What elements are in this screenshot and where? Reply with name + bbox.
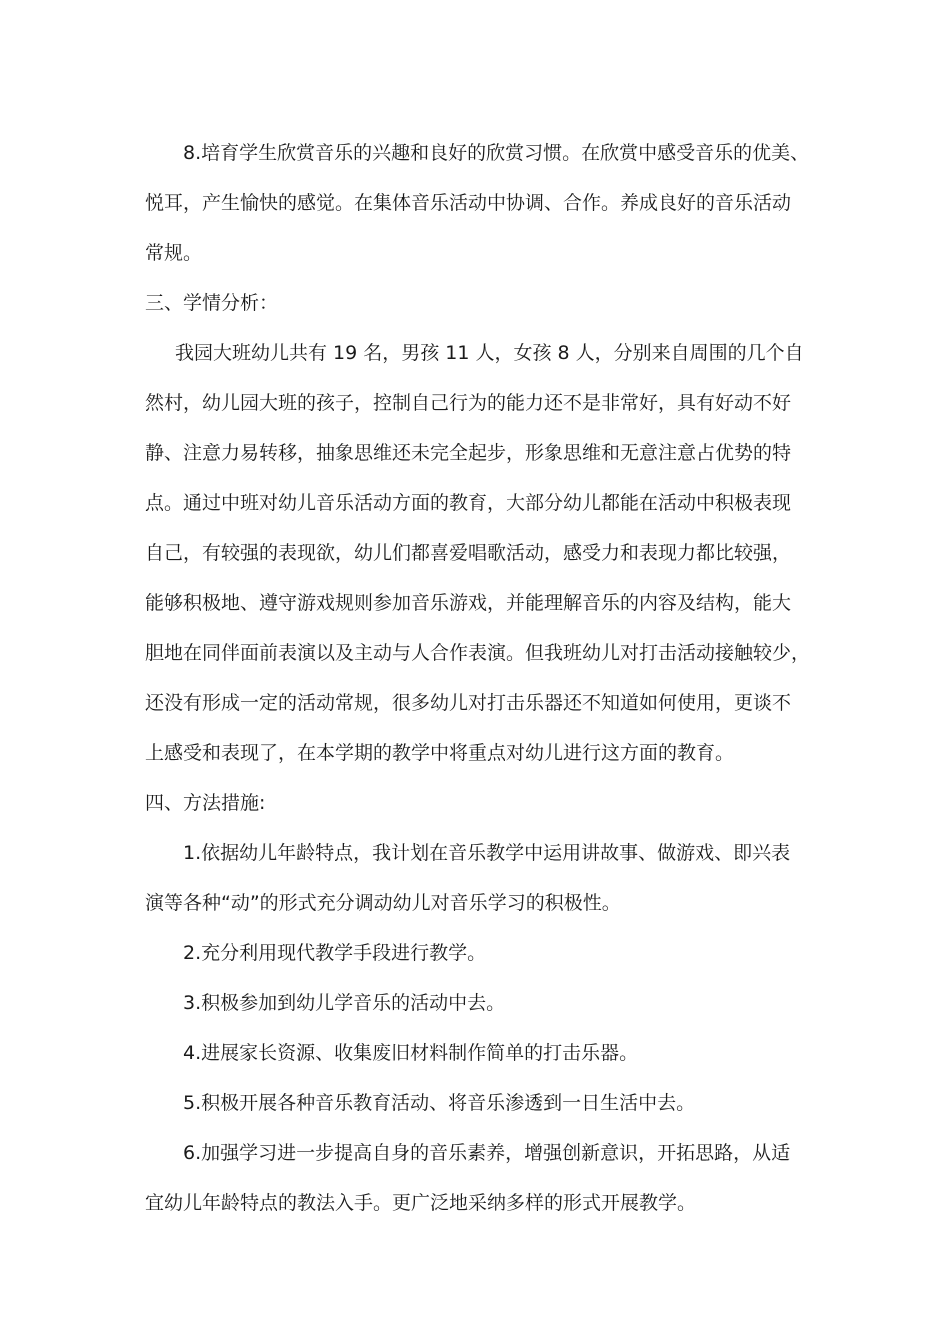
paragraph-line: 点。通过中班对幼儿音乐活动方面的教育，大部分幼儿都能在活动中积极表现 (145, 492, 792, 514)
list-item-line: 宜幼儿年龄特点的教法入手。更广泛地采纳多样的形式开展教学。 (145, 1192, 697, 1214)
list-item-line: 6.加强学习进一步提高自身的音乐素养，增强创新意识，开拓思路，从适 (183, 1142, 791, 1164)
paragraph-line: 还没有形成一定的活动常规，很多幼儿对打击乐器还不知道如何使用，更谈不 (145, 692, 792, 714)
paragraph-line: 自己，有较强的表现欲，幼儿们都喜爱唱歌活动，感受力和表现力都比较强， (145, 542, 792, 564)
list-item-line: 3.积极参加到幼儿学音乐的活动中去。 (183, 992, 506, 1014)
paragraph-line: 我园大班幼儿共有 19 名，男孩 11 人，女孩 8 人，分别来自周围的几个自 (175, 342, 804, 364)
paragraph-line: 能够积极地、遵守游戏规则参加音乐游戏，并能理解音乐的内容及结构，能大 (145, 592, 792, 614)
paragraph-line: 上感受和表现了，在本学期的教学中将重点对幼儿进行这方面的教育。 (145, 742, 735, 764)
paragraph-line: 8.培育学生欣赏音乐的兴趣和良好的欣赏习惯。在欣赏中感受音乐的优美、 (183, 142, 810, 164)
section-heading-situation-analysis: 三、学情分析： (145, 292, 279, 314)
paragraph-line: 胆地在同伴面前表演以及主动与人合作表演。但我班幼儿对打击活动接触较少， (145, 642, 811, 664)
list-item-line: 5.积极开展各种音乐教育活动、将音乐渗透到一日生活中去。 (183, 1092, 696, 1114)
paragraph-line: 然村，幼儿园大班的孩子，控制自己行为的能力还不是非常好，具有好动不好 (145, 392, 792, 414)
list-item-line: 1.依据幼儿年龄特点，我计划在音乐教学中运用讲故事、做游戏、即兴表 (183, 842, 791, 864)
list-item-line: 演等各种“动”的形式充分调动幼儿对音乐学习的积极性。 (145, 892, 621, 914)
list-item-line: 2.充分利用现代教学手段进行教学。 (183, 942, 487, 964)
paragraph-line: 常规。 (145, 242, 203, 264)
document-body (145, 128, 810, 1228)
section-heading-methods: 四、方法措施: (145, 792, 266, 814)
paragraph-line: 静、注意力易转移，抽象思维还未完全起步，形象思维和无意注意占优势的特 (145, 442, 792, 464)
list-item-line: 4.进展家长资源、收集废旧材料制作简单的打击乐器。 (183, 1042, 639, 1064)
paragraph-line: 悦耳，产生愉快的感觉。在集体音乐活动中协调、合作。养成良好的音乐活动 (145, 192, 792, 214)
